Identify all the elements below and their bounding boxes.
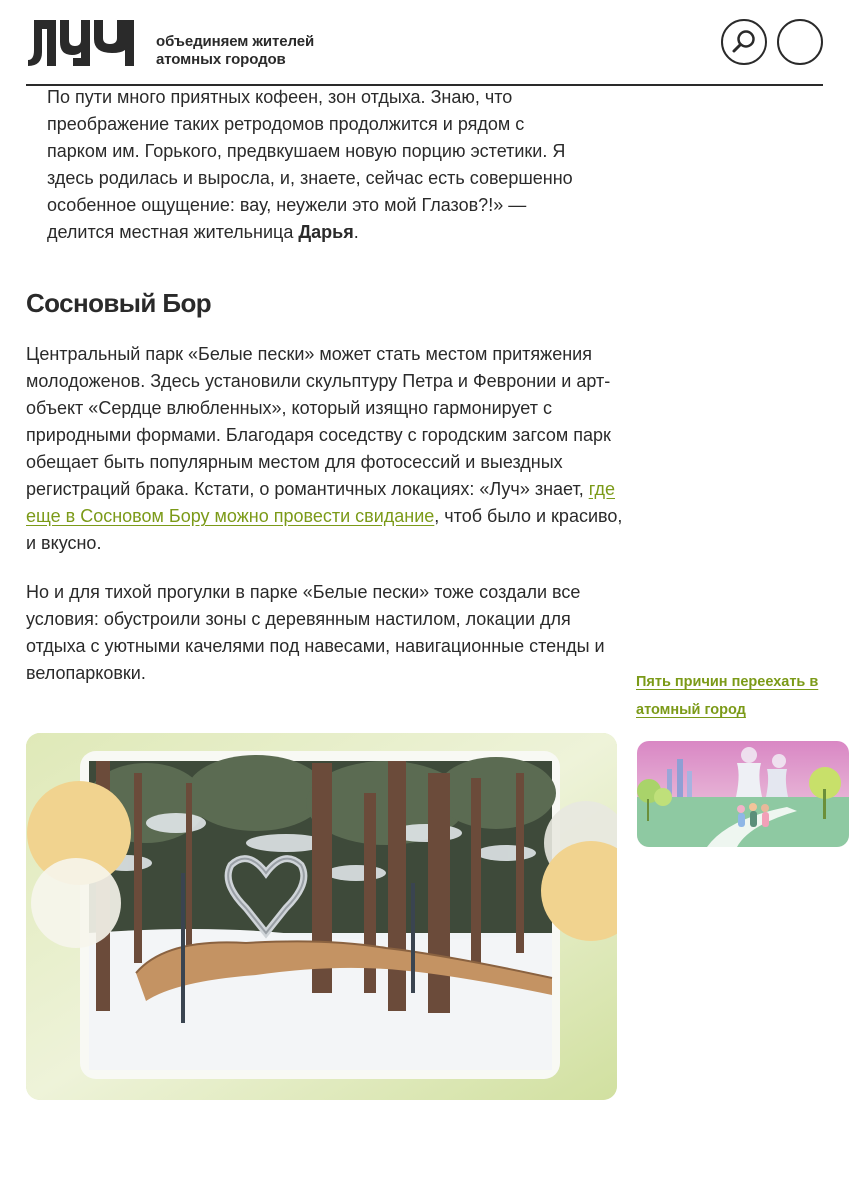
site-header	[0, 0, 849, 86]
logo[interactable]	[26, 20, 136, 66]
search-icon	[730, 28, 758, 56]
related-article-link[interactable]: Пять причин переехать в атомный город	[636, 674, 819, 718]
paragraph-quiet-walk: Но и для тихой прогулки в парке «Белые пески» тоже создали все условия: обустроили зоны с деревянным настилом, локации для отдыха с уютными качелями под навесами, навигационные стенды и велопарковки.	[26, 582, 605, 683]
park-photo	[26, 733, 617, 1100]
article-photo-card	[26, 733, 617, 1100]
quote-paragraph: По пути много приятных кофеен, зон отдыха. Знаю, что преображение таких ретродомов продолжится и рядом с парком им. Горького, предвкушаем новую порцию эстетики. Я здесь родилась и выросла, и, знаете, сейчас есть совершенно особенное ощущение: вау, неужели это мой Глазов?!» — делится местная жительница Дарья.	[47, 87, 573, 242]
menu-button[interactable]	[777, 19, 823, 65]
site-tagline: объединяем жителей атомных городов	[156, 33, 315, 68]
quote-text: По пути много приятных кофеен, зон отдыха. Знаю, что преображение таких ретродомов продолжится и рядом с парком им. Горького, предвкушаем новую порцию эстетики. Я здесь родилась и выросла, и, знаете, сейчас есть совершенно особенное ощущение: вау, неужели это мой Глазов?!» — делится местная жительница	[47, 87, 573, 242]
related-article-thumbnail[interactable]	[637, 741, 849, 847]
paragraph-central-park: Центральный парк «Белые пески» может стать местом притяжения молодоженов. Здесь установили скульптуру Петра и Февронии и арт-объект «Сердце влюбленных», который изящно гармонирует с природными формами. Благодаря соседству с городским загсом парк обещает быть популярным местом для фотосессий и выездных регистраций брака. Кстати, о романтичных локациях: «Луч» знает, где еще в Сосновом Бору можно провести свидание, чтоб было и красиво, и вкусно.	[26, 344, 623, 553]
date-places-link[interactable]: где еще в Сосновом Бору можно провести свидание	[26, 479, 615, 526]
search-button[interactable]	[721, 19, 767, 65]
quote-author: Дарья	[298, 222, 354, 242]
section-title: Сосновый Бор	[26, 288, 212, 318]
